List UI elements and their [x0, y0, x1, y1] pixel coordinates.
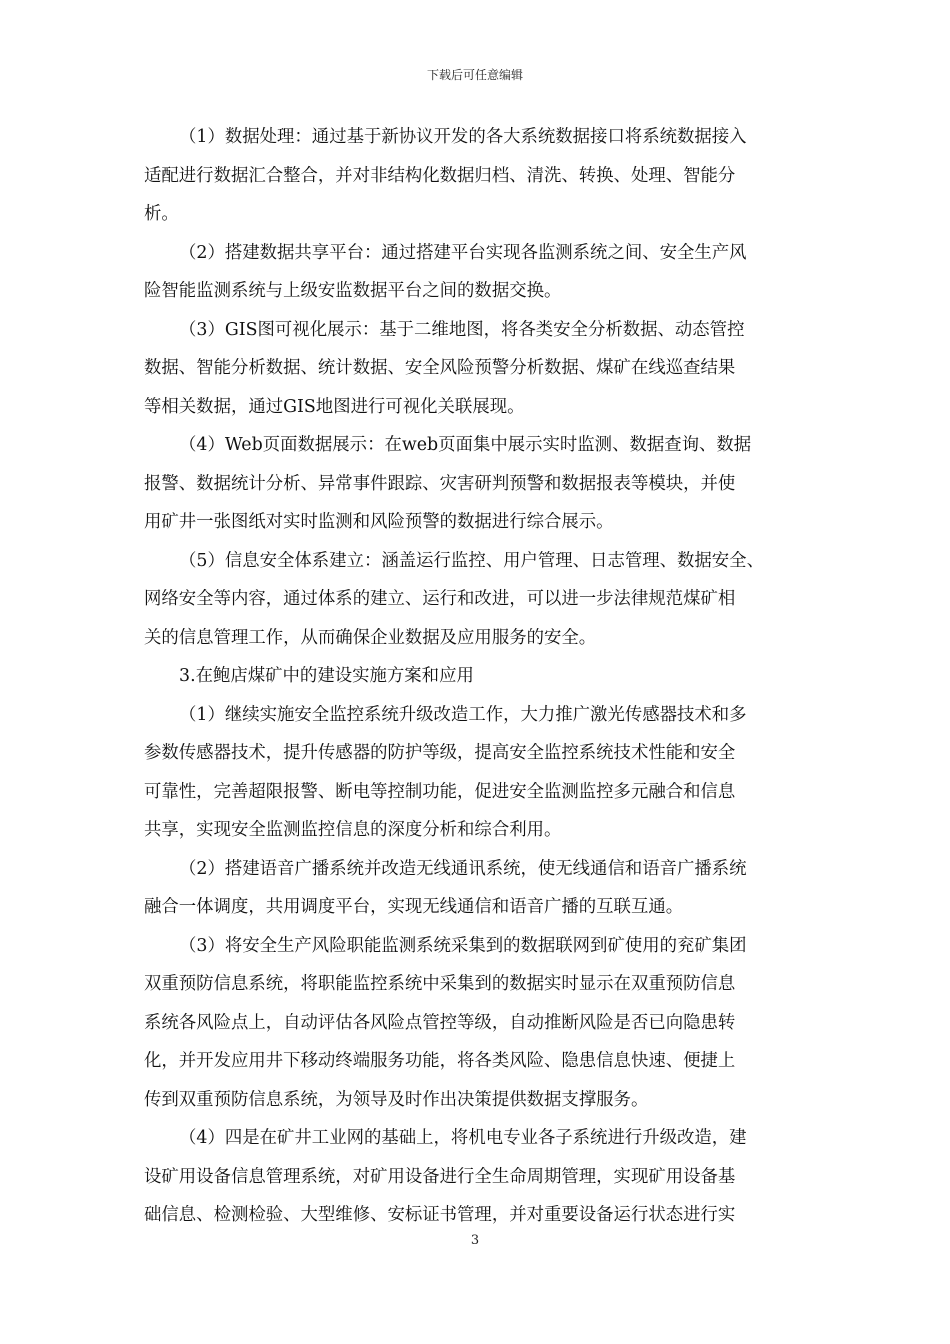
paragraph-first-line: （2）搭建语音广播系统并改造无线通讯系统，使无线通信和语音广播系统 [179, 858, 747, 879]
paragraph-line: 适配进行数据汇合整合，并对非结构化数据归档、清洗、转换、处理、智能分 [144, 165, 736, 186]
paragraph-line: 险智能监测系统与上级安监数据平台之间的数据交换。 [144, 281, 562, 301]
paragraph-line: 数据、智能分析数据、统计数据、安全风险预警分析数据、煤矿在线巡查结果 [144, 358, 736, 378]
paragraph-line: 设矿用设备信息管理系统，对矿用设备进行全生命周期管理，实现矿用设备基 [144, 1166, 736, 1187]
paragraph-first-line: （4）四是在矿井工业网的基础上，将机电专业各子系统进行升级改造，建 [179, 1128, 747, 1148]
paragraph-line: 等相关数据，通过GIS地图进行可视化关联展现。 [144, 396, 525, 417]
paragraph-first-line: （5）信息安全体系建立：涵盖运行监控、用户管理、日志管理、数据安全、 [179, 550, 764, 571]
document-body [144, 118, 808, 1235]
paragraph-line: 报警、数据统计分析、异常事件跟踪、灾害研判预警和数据报表等模块，并使 [144, 473, 736, 494]
paragraph-first-line: （1）数据处理：通过基于新协议开发的各大系统数据接口将系统数据接入 [179, 127, 747, 147]
paragraph-line: 析。 [144, 204, 179, 224]
paragraph-first-line: （4）Web页面数据展示：在web页面集中展示实时监测、数据查询、数据 [179, 435, 752, 455]
paragraph-line: 系统各风险点上，自动评估各风险点管控等级，自动推断风险是否已向隐患转 [144, 1012, 736, 1033]
paragraph-line: 共享，实现安全监测监控信息的深度分析和综合利用。 [144, 820, 562, 840]
page-header: 下载后可任意编辑 [426, 68, 523, 82]
paragraph-first-line: （2）搭建数据共享平台：通过搭建平台实现各监测系统之间、安全生产风 [179, 242, 747, 263]
paragraph-first-line: 3.在鲍店煤矿中的建设实施方案和应用 [179, 666, 474, 686]
paragraph-line: 关的信息管理工作，从而确保企业数据及应用服务的安全。 [144, 627, 597, 648]
paragraph-line: 双重预防信息系统，将职能监控系统中采集到的数据实时显示在双重预防信息 [144, 974, 736, 994]
paragraph-line: 网络安全等内容，通过体系的建立、运行和改进，可以进一步法律规范煤矿相 [144, 589, 736, 609]
paragraph-line: 参数传感器技术，提升传感器的防护等级，提高安全监控系统技术性能和安全 [144, 743, 736, 763]
page-number: 3 [470, 1233, 480, 1248]
paragraph-line: 可靠性，完善超限报警、断电等控制功能，促进安全监测监控多元融合和信息 [144, 781, 736, 802]
paragraph-first-line: （3）GIS图可视化展示：基于二维地图，将各类安全分析数据、动态管控 [179, 319, 745, 340]
paragraph-line: 用矿井一张图纸对实时监测和风险预警的数据进行综合展示。 [144, 512, 614, 532]
paragraph-line: 传到双重预防信息系统，为领导及时作出决策提供数据支撑服务。 [144, 1089, 649, 1110]
paragraph-first-line: （3）将安全生产风险职能监测系统采集到的数据联网到矿使用的兖矿集团 [179, 935, 747, 956]
paragraph-line: 础信息、检测检验、大型维修、安标证书管理，并对重要设备运行状态进行实 [144, 1205, 736, 1225]
paragraph-line: 融合一体调度，共用调度平台，实现无线通信和语音广播的互联互通。 [144, 897, 684, 917]
paragraph-line: 化，并开发应用井下移动终端服务功能，将各类风险、隐患信息快速、便捷上 [144, 1051, 736, 1071]
paragraph-first-line: （1）继续实施安全监控系统升级改造工作，大力推广激光传感器技术和多 [179, 704, 747, 725]
